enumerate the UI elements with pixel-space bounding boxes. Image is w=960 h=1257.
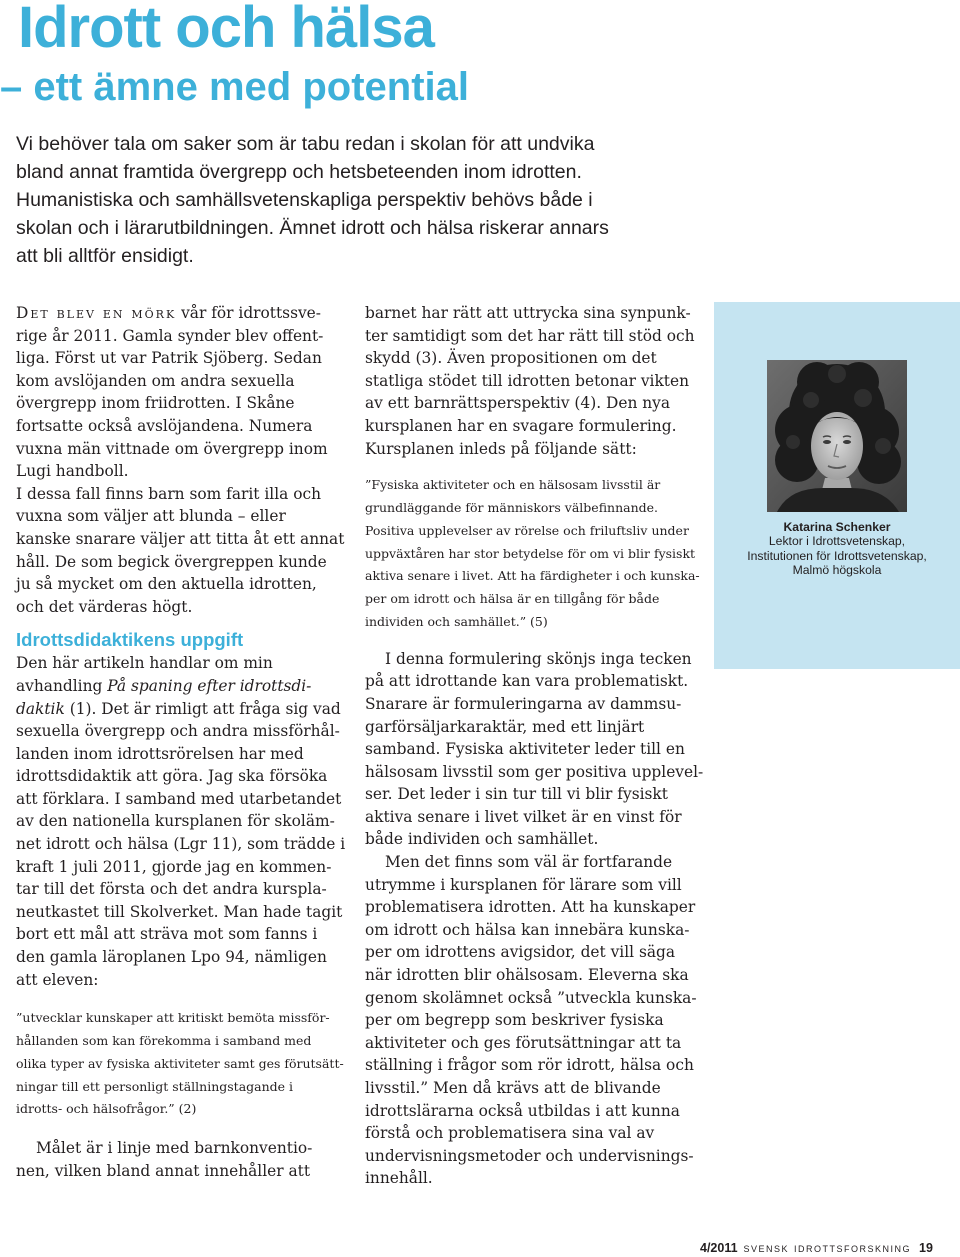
body-line: Målet är i linje med barnkonventio- — [36, 1139, 313, 1158]
lede-line: att bli alltför ensidigt. — [16, 245, 194, 267]
intro-rest: vår för idrottssve- — [176, 304, 321, 322]
body-line: fortsatte också avslöjandena. Numera — [16, 416, 313, 435]
body-line: ser. Det leder i sin tur till vi blir fysiskt — [365, 785, 668, 804]
body-column-middle — [365, 302, 705, 1190]
body-line: genom skolämnet också ”utveckla kunska- — [365, 988, 697, 1007]
quote-line: ningar till ett personligt ställningstagande i — [16, 1078, 294, 1094]
body-line: rige år 2011. Gamla synder blev offent- — [16, 326, 324, 345]
thesis-title: daktik — [16, 699, 65, 718]
body-line: ju så mycket om den aktuella idrotten, — [16, 575, 317, 594]
quote-line: Positiva upplevelser av rörelse och friluftsliv under — [365, 522, 689, 538]
body-line: kom avslöjanden om andra sexuella — [16, 371, 295, 390]
body-line: kanske snarare väljer att titta åt ett annat — [16, 529, 345, 548]
body-line: att eleven: — [16, 970, 99, 989]
author-box — [714, 302, 960, 669]
body-line: både individen och samhället. — [365, 830, 599, 849]
body-line: tar till det första och det andra kurspla- — [16, 880, 327, 899]
author-institution: Institutionen för Idrottsvetenskap, — [747, 548, 927, 563]
body-line: I denna formulering skönjs inga tecken — [385, 649, 692, 668]
quote-line: hållanden som kan förekomma i samband med — [16, 1033, 312, 1049]
body-line: landen inom idrottsrörelsen har med — [16, 744, 304, 763]
body-line: förstå och problematisera sina val av — [365, 1124, 655, 1143]
body-line: skydd (3). Även propositionen om det — [365, 349, 657, 368]
body-line: bort ett mål att sträva mot som fanns i — [16, 925, 318, 944]
body-line: aktiva senare i livet vilket är en vinst för — [365, 807, 682, 826]
lede-line: Vi behöver tala om saker som är tabu redan i skolan för att undvika — [16, 133, 595, 155]
body-line: problematisera idrotten. Att ha kunskaper — [365, 898, 696, 917]
curriculum-quote — [16, 1007, 346, 1121]
thesis-title: På spaning efter idrottsdi- — [107, 676, 312, 695]
body-line: undervisningsmetoder och undervisnings- — [365, 1146, 694, 1165]
body-line: liga. Först ut var Patrik Sjöberg. Sedan — [16, 349, 322, 368]
body-line: aktiviteter och ges förutsättningar att ta — [365, 1033, 682, 1052]
body-line: Kursplanen inleds på följande sätt: — [365, 439, 637, 458]
lede-line: skolan och i lärarutbildningen. Ämnet idrott och hälsa riskerar annars — [16, 217, 609, 239]
author-university: Malmö högskola — [792, 563, 882, 578]
body-line: sexuella övergrepp och andra missförhål- — [16, 722, 340, 741]
body-line — [16, 698, 346, 721]
body-line: och det värderas högt. — [16, 597, 193, 616]
body-line: innehåll. — [365, 1169, 433, 1188]
curriculum-quote — [365, 474, 705, 634]
intro-smallcaps: Det blev en mörk — [16, 304, 177, 322]
author-portrait — [767, 360, 907, 512]
body-line: per om idrottens avigsidor, det vill säga — [365, 943, 676, 962]
quote-line: per om idrott och hälsa är en tillgång för både — [365, 591, 660, 607]
lede-line: Humanistiska och samhällsvetenskapliga perspektiv behövs både i — [16, 189, 593, 211]
body-line: neutkastet till Skolverket. Man hade tagit — [16, 902, 343, 921]
intro-line — [16, 302, 346, 325]
body-line: om idrott och hälsa kan innebära kunska- — [365, 920, 690, 939]
body-line: kraft 1 juli 2011, gjorde jag en kommen- — [16, 857, 332, 876]
publication-name: svensk idrottsforskning — [743, 1241, 912, 1255]
body-line: idrottslärarna också utbildas i att kunna — [365, 1101, 680, 1120]
body-line: håll. De som begick övergreppen kunde — [16, 552, 327, 571]
body-line: vuxna som väljer att blunda – eller — [16, 507, 286, 526]
body-line: Snarare är formuleringarna av dammsu- — [365, 694, 682, 713]
body-line: att förklara. I samband med utarbetandet — [16, 789, 342, 808]
body-line: statliga stödet till idrotten betonar vikten — [365, 371, 690, 390]
body-line: Men det finns som väl är fortfarande — [385, 853, 673, 872]
quote-line: olika typer av fysiska aktiviteter samt ges förutsätt- — [16, 1055, 344, 1071]
quote-line: idrotts- och hälsofrågor.” (2) — [16, 1101, 197, 1117]
body-line: nen, vilken bland annat innehåller att — [16, 1161, 311, 1180]
body-line: på att idrottande kan vara problematiskt. — [365, 672, 689, 691]
body-line: Den här artikeln handlar om min — [16, 654, 273, 673]
quote-line: grundläggande för människors välbefinnande. — [365, 499, 659, 515]
body-line: Lugi handboll. — [16, 462, 129, 481]
body-line: idrottsdidaktik att göra. Jag ska försöka — [16, 767, 328, 786]
author-role: Lektor i Idrottsvetenskap, — [768, 534, 906, 549]
body-line: livsstil.” Men då krävs att de blivande — [365, 1079, 661, 1098]
page-number: 19 — [919, 1241, 933, 1255]
body-line: ter samtidigt som det har rätt till stöd och — [365, 326, 695, 345]
quote-line: aktiva senare i livet. Att ha färdigheter i och kunska- — [365, 568, 700, 584]
section-heading: Idrottsdidaktikens uppgift — [16, 629, 244, 651]
body-line: samband. Fysiska aktiviteter leder till en — [365, 740, 685, 759]
body-line: barnet har rätt att uttrycka sina synpunk- — [365, 304, 691, 322]
body-line: utrymme i kursplanen för lärare som vill — [365, 875, 682, 894]
body-line: I dessa fall finns barn som farit illa och — [16, 484, 321, 503]
body-line: av den nationella kursplanen för skoläm- — [16, 812, 335, 831]
body-line: övergrepp inom friidrotten. I Skåne — [16, 394, 295, 413]
body-line: garförsäljarkaraktär, med ett linjärt — [365, 717, 645, 736]
article-subtitle: – ett ämne med potential — [0, 65, 469, 109]
body-line: den gamla läroplanen Lpo 94, nämligen — [16, 948, 327, 967]
body-line: net idrott och hälsa (Lgr 11), som trädde i — [16, 835, 346, 854]
body-line: hälsosam livsstil som ger positiva upplevel- — [365, 762, 704, 781]
body-column-left — [16, 302, 346, 1182]
body-line: när idrotten blir ohälsosam. Eleverna ska — [365, 966, 689, 985]
body-line: vuxna män vittnade om övergrepp inom — [16, 439, 328, 458]
quote-line: ”Fysiska aktiviteter och en hälsosam livsstil är — [365, 477, 661, 493]
body-line — [16, 675, 346, 698]
quote-line: individen och samhället.” (5) — [365, 613, 548, 629]
body-line: av ett barnrättsperspektiv (4). Den nya — [365, 394, 671, 413]
author-name: Katarina Schenker — [783, 520, 891, 534]
lede-line: bland annat framtida övergrepp och hetsbeteenden inom idrotten. — [16, 161, 582, 183]
body-line: per om begrepp som beskriver fysiska — [365, 1011, 664, 1030]
author-portrait-image — [767, 360, 907, 512]
article-lede — [16, 130, 696, 270]
body-line: ställning i frågor som rör idrott, hälsa och — [365, 1056, 694, 1075]
quote-line: ”utvecklar kunskaper att kritiskt bemöta missför- — [16, 1010, 330, 1026]
issue-number: 4/2011 — [700, 1241, 738, 1255]
body-line: kursplanen har en svagare formulering. — [365, 416, 677, 435]
article-title: Idrott och hälsa — [18, 0, 434, 60]
page-footer — [700, 1241, 933, 1255]
author-caption — [714, 520, 960, 578]
quote-line: uppväxtåren har stor betydelse för om vi blir fysiskt — [365, 545, 696, 561]
body-text: avhandling — [16, 676, 108, 695]
body-text: (1). Det är rimligt att fråga sig vad — [64, 699, 341, 718]
